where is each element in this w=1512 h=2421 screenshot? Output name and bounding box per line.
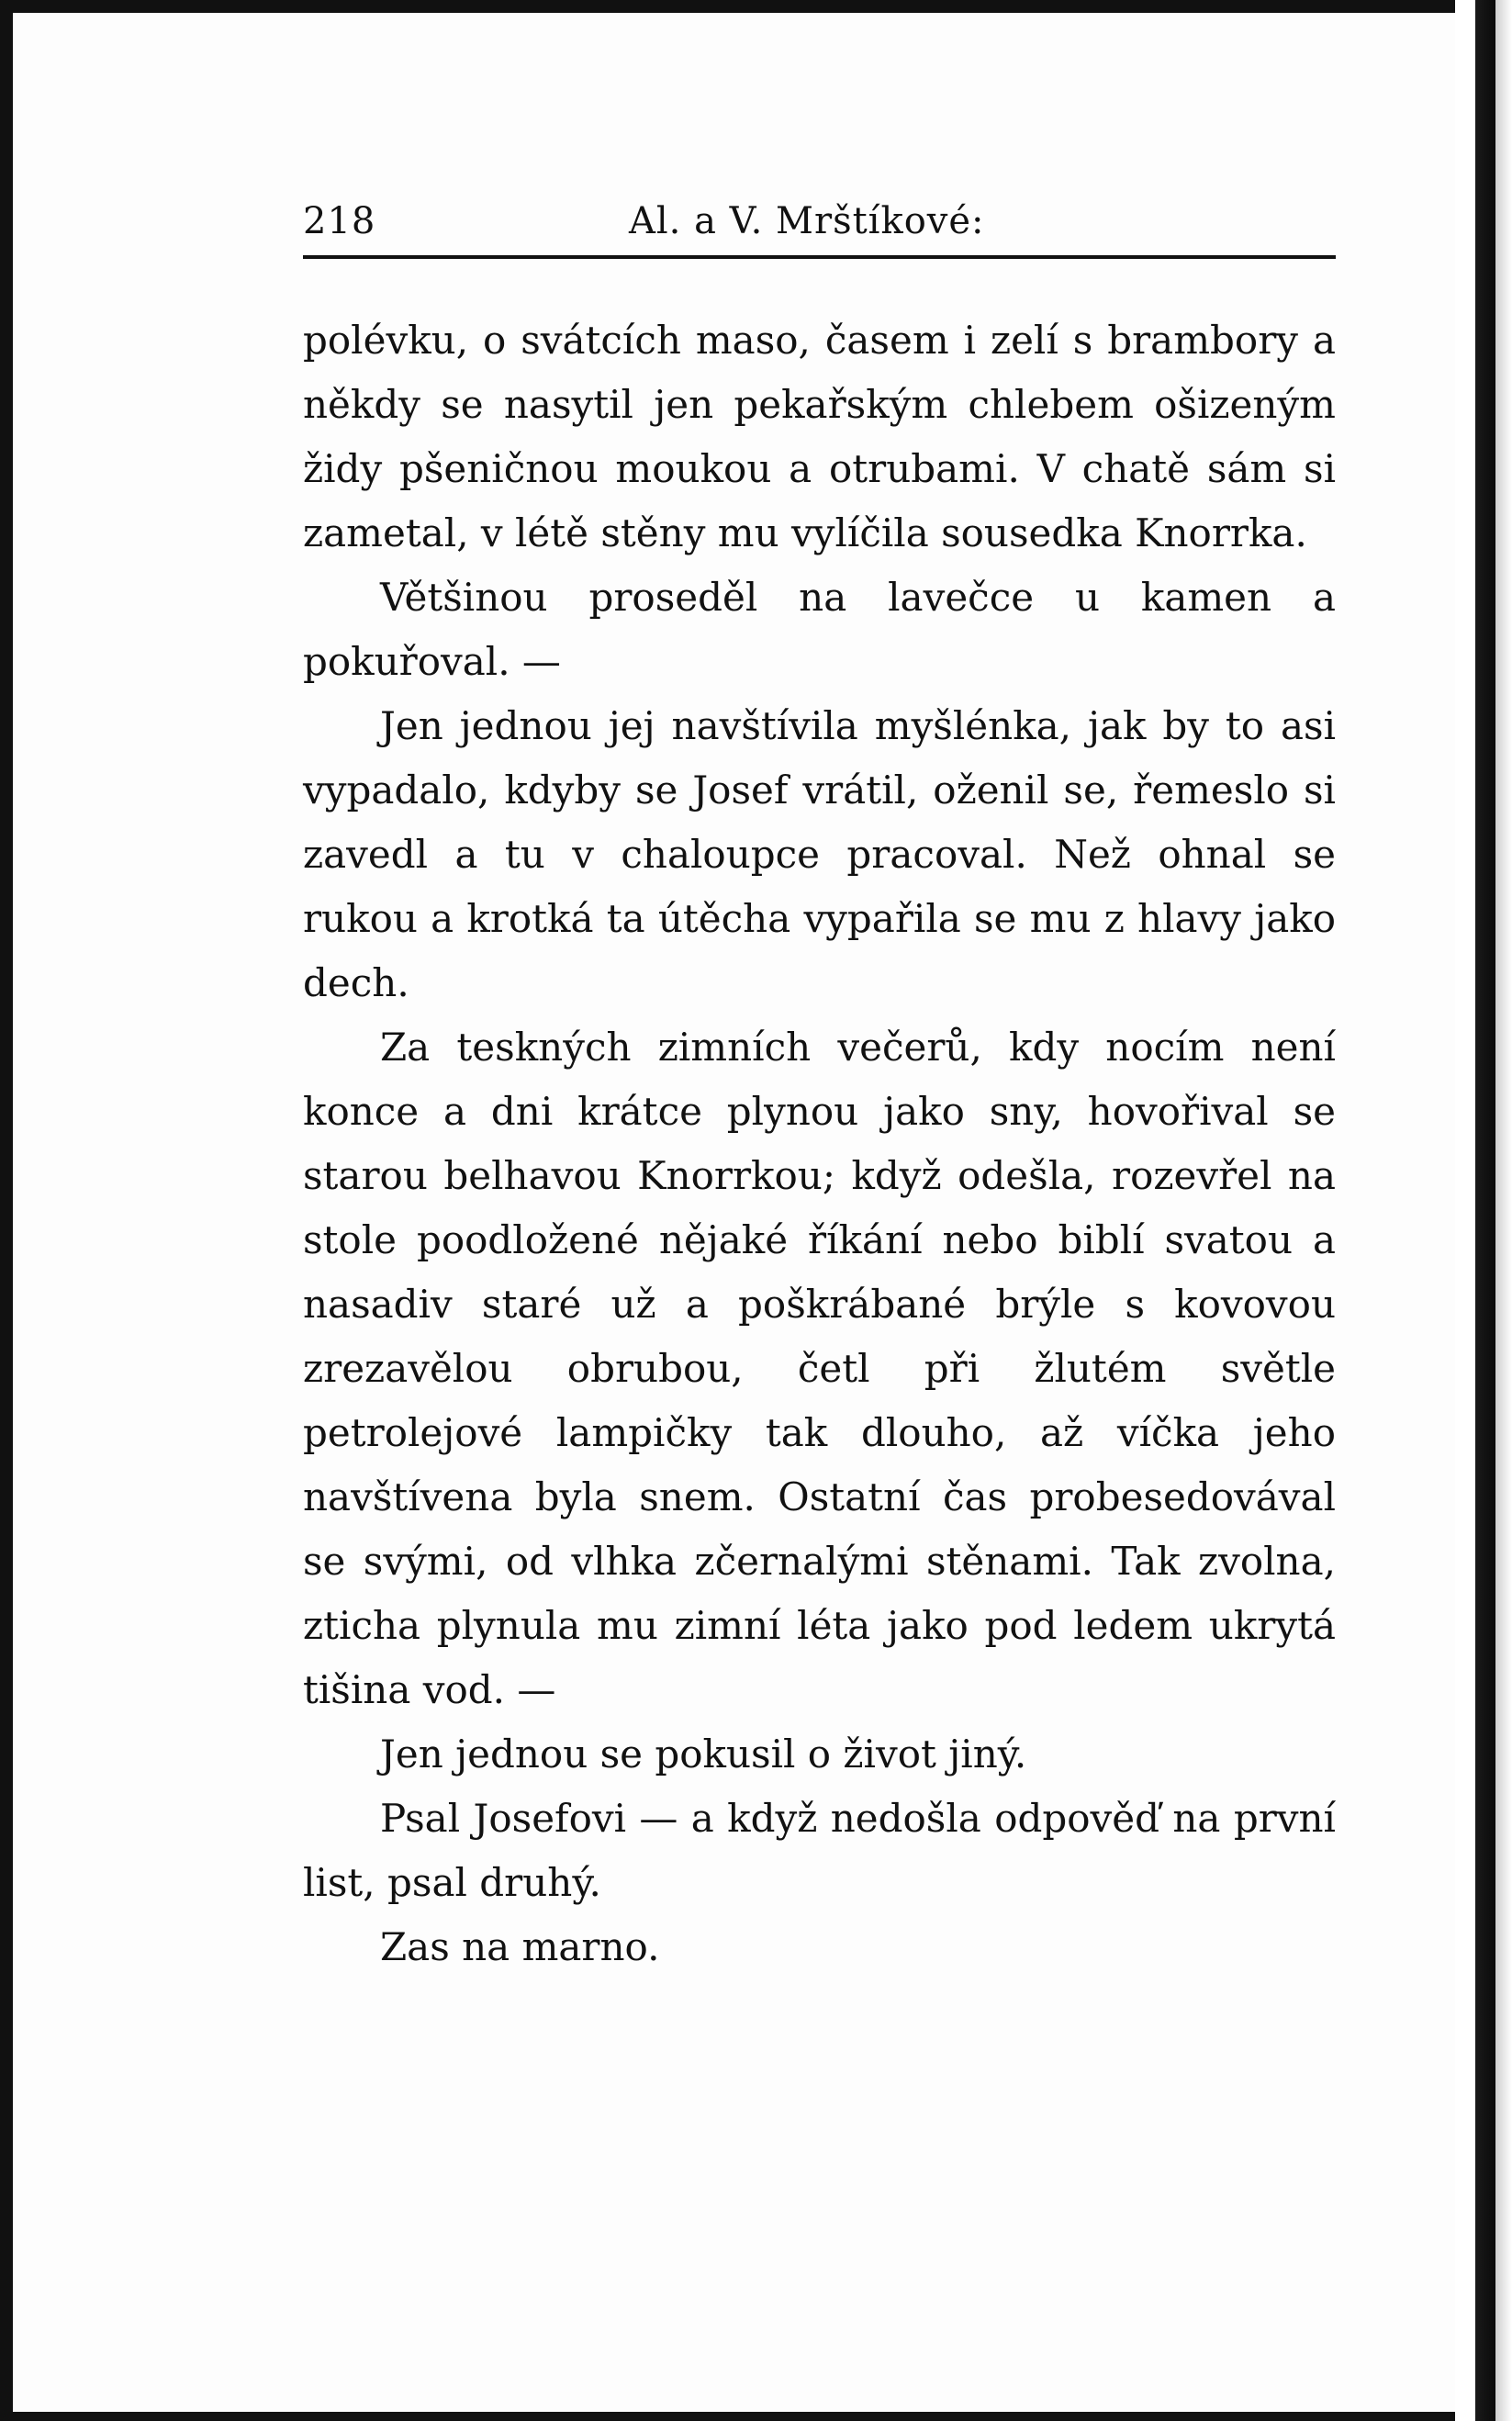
paragraph: polévku, o svátcích maso, časem i zelí s brambory a někdy se nasytil jen pekařským chlebem ošizeným židy pšeničnou moukou a otrubami. V chatě sám si zametal, v létě stěny mu vylíčila sousedka Knorrka. bbox=[303, 318, 1336, 555]
running-head bbox=[303, 184, 1336, 248]
paragraph: Jen jednou jej navštívila myšlénka, jak by to asi vypadalo, kdyby se Josef vrátil, oženil se, řemeslo si zavedl a tu v chaloupce pracoval. Než ohnal se rukou a krotká ta útěcha vypařila se mu z hlavy jako dech. bbox=[303, 703, 1336, 1005]
body-text bbox=[303, 308, 1336, 1979]
book-page bbox=[303, 184, 1336, 1979]
paragraph: Většinou proseděl na lavečce u kamen a pokuřoval. — bbox=[303, 575, 1336, 684]
page-number: 218 bbox=[303, 200, 376, 242]
running-head-title: Al. a V. Mrštíkové: bbox=[629, 200, 985, 242]
header-rule bbox=[303, 255, 1336, 259]
book-spine-edge bbox=[1455, 0, 1512, 2421]
paragraph: Psal Josefovi — a když nedošla odpověď na první list, psal druhý. bbox=[303, 1796, 1336, 1905]
paragraph: Za teskných zimních večerů, kdy nocím není konce a dni krátce plynou jako sny, hovořival se starou belhavou Knorrkou; když odešla, rozevřel na stole poodložené nějaké říkání nebo biblí svatou a nasadiv staré už a poškrábané brýle s kovovou zrezavělou obrubou, četl při žlutém světle petrolejové lampičky tak dlouho, až víčka jeho navštívena byla snem. Ostatní čas probesedovával se svými, od vlhka zčernalými stěnami. Tak zvolna, zticha plynula mu zimní léta jako pod ledem ukrytá tišina vod. — bbox=[303, 1025, 1336, 1712]
paragraph: Jen jednou se pokusil o život jiný. bbox=[380, 1732, 1027, 1777]
paragraph: Zas na marno. bbox=[380, 1924, 660, 1969]
